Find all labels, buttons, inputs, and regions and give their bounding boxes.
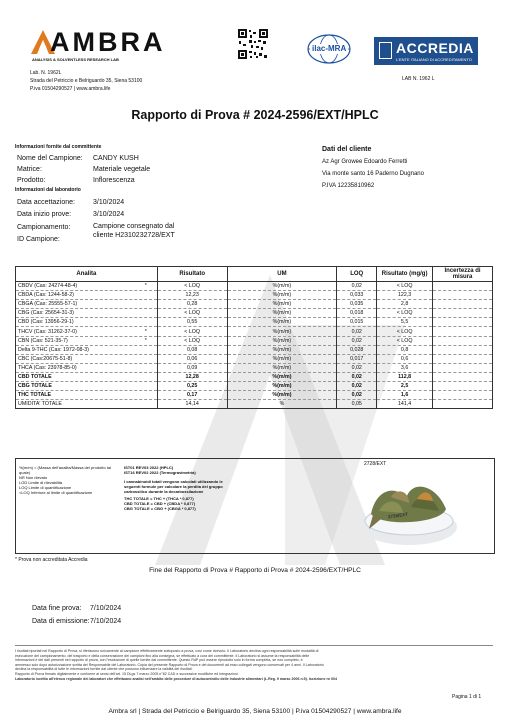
cell-uncertainty xyxy=(433,345,493,354)
analyte-name: CBD (Cas: 13956-29-1) xyxy=(18,319,74,326)
method-line: IST01 REV03 2022 (HPLC) xyxy=(124,465,174,470)
analyte-name: CBG (Cas: 25654-31-3) xyxy=(18,310,74,317)
issue-date-label: Data di emissione: xyxy=(32,618,90,625)
acceptance-value: 3/10/2024 xyxy=(93,199,125,206)
accredia-lab-number: LAB N. 1962 L xyxy=(402,76,435,82)
cell-um: %(m/m) xyxy=(227,382,337,391)
cell-analyte xyxy=(16,282,158,291)
fine-print-line: declina la responsabilità di tutte le informazioni fornite dal cliente che possono influenzare la validità dei risultati. xyxy=(15,667,193,672)
analyte-name: CBG TOTALE xyxy=(18,383,52,390)
cell-loq: 0,033 xyxy=(337,291,377,300)
cell-analyte xyxy=(16,327,158,336)
col-header-result: Risultato xyxy=(157,267,227,282)
results-table xyxy=(15,266,493,409)
bottom-footer: Ambra srl | Strada del Petriccio e Belriguardo 35, Siena 53100 | P.iva 01504290527 | www.ambra.life xyxy=(108,708,402,715)
sample-id-label: ID Campione: xyxy=(17,236,60,243)
table-row xyxy=(16,382,493,391)
cell-uncertainty xyxy=(433,309,493,318)
cell-analyte xyxy=(16,363,158,372)
table-row xyxy=(16,354,493,363)
cell-um: %(m/m) xyxy=(227,318,337,327)
cell-result: 0,06 xyxy=(157,354,227,363)
cell-result-mg: 141,4 xyxy=(377,400,433,409)
cell-um: %(m/m) xyxy=(227,291,337,300)
non-accredited-mark: * xyxy=(144,328,147,335)
cell-uncertainty xyxy=(433,391,493,400)
ambra-logo xyxy=(30,27,166,67)
analyte-name: CBN (Cas: 521-35-7) xyxy=(18,337,68,344)
end-date-value: 7/10/2024 xyxy=(90,605,122,612)
cell-uncertainty xyxy=(433,327,493,336)
product-label: Prodotto: xyxy=(17,177,46,184)
cell-result: 14,14 xyxy=(157,400,227,409)
analyte-name: THCV (Cas: 31262-37-0) xyxy=(18,328,77,335)
matrix-value: Materiale vegetale xyxy=(93,166,151,173)
cell-uncertainty xyxy=(433,382,493,391)
table-row xyxy=(16,372,493,381)
cell-uncertainty xyxy=(433,354,493,363)
legend-line: %(m/m) = (Massa dell'analita/Massa del prodotto tal quale) xyxy=(19,465,112,475)
cell-result: < LOQ xyxy=(157,309,227,318)
notes-box xyxy=(15,458,495,554)
sampling-value: Campione consegnato dal xyxy=(93,223,175,230)
product-value: Inflorescenza xyxy=(93,177,135,184)
formula-line: CBD TOTALE = CBD + (CBDA * 0,877) xyxy=(124,501,196,506)
cell-uncertainty xyxy=(433,291,493,300)
lab-address: Strada del Petriccio e Belriguardo 35, Siena 53100 xyxy=(30,78,143,84)
fine-print-line: informazioni e dei dati presenti nel rapporto di prova, con l'esclusione di quelle fornite dal committente. Questo RdP può essere riprodotto solo in forma completa, se non completo, è xyxy=(15,658,303,663)
cell-uncertainty xyxy=(433,336,493,345)
accredia-text: ACCREDIA xyxy=(396,40,474,56)
cell-um: %(m/m) xyxy=(227,345,337,354)
end-date-label: Data fine prova: xyxy=(32,605,82,612)
table-row xyxy=(16,318,493,327)
cell-loq: 0,02 xyxy=(337,382,377,391)
table-row xyxy=(16,291,493,300)
cell-result: < LOQ xyxy=(157,327,227,336)
col-header-result-mg: Risultato (mg/g) xyxy=(377,267,433,282)
cell-loq: 0,02 xyxy=(337,327,377,336)
cell-analyte xyxy=(16,354,158,363)
table-row xyxy=(16,345,493,354)
cell-loq: 0,015 xyxy=(337,318,377,327)
cell-result: 0,25 xyxy=(157,382,227,391)
cell-loq: 0,035 xyxy=(337,300,377,309)
cell-loq: 0,05 xyxy=(337,400,377,409)
lab-info-title: Informazioni dal laboratorio xyxy=(15,187,81,193)
ilac-text: ilac-MRA xyxy=(312,44,347,53)
fine-print-line: esecuzione del campionamento, del trasporto e della conservazione dei campioni fino alla consegna, se effettuato a cura del committente. Il Laboratorio si assume la responsabilità delle xyxy=(15,653,310,658)
sample-name-label: Nome del Campione: xyxy=(17,155,83,162)
cell-result: 0,55 xyxy=(157,318,227,327)
cell-um: %(m/m) xyxy=(227,391,337,400)
table-row xyxy=(16,309,493,318)
sample-photo xyxy=(351,469,463,549)
cell-result-mg: 0,6 xyxy=(377,354,433,363)
cell-result-mg: < LOQ xyxy=(377,309,433,318)
photo-label: 2728/EXT xyxy=(364,461,387,467)
cell-uncertainty xyxy=(433,318,493,327)
cell-um: %(m/m) xyxy=(227,336,337,345)
accredia-subtitle: L'ENTE ITALIANO DI ACCREDITAMENTO xyxy=(396,57,472,62)
lab-number: Lab. N. 1962L xyxy=(30,70,62,76)
analyte-name: CBD TOTALE xyxy=(18,373,52,380)
acceptance-label: Data accettazione: xyxy=(17,199,75,206)
cell-um: %(m/m) xyxy=(227,309,337,318)
table-row xyxy=(16,336,493,345)
cell-result-mg: 2,5 xyxy=(377,382,433,391)
cell-analyte xyxy=(16,400,158,409)
end-of-report: Fine del Rapporto di Prova # Rapporto di Prova # 2024-2596/EXT/HPLC xyxy=(149,567,361,574)
cell-loq: 0,017 xyxy=(337,354,377,363)
cell-loq: 0,018 xyxy=(337,309,377,318)
cell-result: 12,23 xyxy=(157,291,227,300)
cell-analyte xyxy=(16,391,158,400)
customer-title: Dati del cliente xyxy=(322,146,372,153)
cell-result-mg: 112,8 xyxy=(377,372,433,381)
analyte-name: CBGA (Cas: 25555-57-1) xyxy=(18,301,78,308)
analyte-name: Delta 9-THC (Cas: 1972-08-3) xyxy=(18,346,89,353)
cell-loq: 0,02 xyxy=(337,282,377,291)
method-line: IST16 REV02 2022 (Termogravimetria) xyxy=(124,470,196,475)
sampling-label: Campionamento: xyxy=(17,224,71,231)
cell-uncertainty xyxy=(433,363,493,372)
cell-result-mg: 2,8 xyxy=(377,300,433,309)
cell-loq: 0,02 xyxy=(337,363,377,372)
fine-print xyxy=(15,645,493,683)
cell-result: 0,28 xyxy=(157,300,227,309)
cell-analyte xyxy=(16,309,158,318)
ilac-mra-logo xyxy=(306,33,352,67)
legend-line: <LOQ Inferiore al limite di quantificazione xyxy=(19,490,93,495)
cell-result-mg: 1,6 xyxy=(377,391,433,400)
col-header-uncertainty: Incertezza di misura xyxy=(433,267,493,282)
formula-line: THC TOTALE = THC + (THCA * 0,877) xyxy=(124,496,194,501)
cell-um: %(m/m) xyxy=(227,300,337,309)
fine-print-line: ammesso solo dopo autorizzazione scritta del Responsabile del Laboratorio. Copia del presente Rapporto di Prova e dei documenti ad esso collegati vengono conservati per 4 anni. Il Laboratorio xyxy=(15,662,324,667)
col-header-analyte: Analita xyxy=(16,267,158,282)
jar-label: 2728/EXT xyxy=(387,511,409,520)
cell-loq: 0,02 xyxy=(337,391,377,400)
table-row xyxy=(16,300,493,309)
cell-um: %(m/m) xyxy=(227,327,337,336)
cell-result-mg: < LOQ xyxy=(377,282,433,291)
cell-loq: 0,02 xyxy=(337,336,377,345)
analyte-name: CBDA (Cas: 1244-58-2) xyxy=(18,292,74,299)
qr-code xyxy=(237,28,269,60)
report-title: Rapporto di Prova # 2024-2596/EXT/HPLC xyxy=(131,108,379,122)
cell-analyte xyxy=(16,300,158,309)
customer-name: Az Agr Growee Edoardo Ferretti xyxy=(322,159,408,165)
analyte-name: THC TOTALE xyxy=(18,392,52,399)
table-row xyxy=(16,363,493,372)
cell-uncertainty xyxy=(433,372,493,381)
legend-line: NR Non rilevato xyxy=(19,475,48,480)
customer-vat: P.IVA 12235810962 xyxy=(322,183,375,189)
col-header-loq: LOQ xyxy=(337,267,377,282)
formula-line: CBG TOTALE = CBG + (CBGA * 0,877) xyxy=(124,506,196,511)
cell-analyte xyxy=(16,291,158,300)
cell-analyte xyxy=(16,345,158,354)
cell-analyte xyxy=(16,336,158,345)
cell-uncertainty xyxy=(433,282,493,291)
table-row xyxy=(16,400,493,409)
sample-id-value: cliente H2310232728/EXT xyxy=(93,232,175,239)
analyte-name: THCA (Cas: 23978-85-0) xyxy=(18,364,77,371)
legend-line: LOQ Limite di quantificazione xyxy=(19,485,72,490)
cell-result: 0,09 xyxy=(157,363,227,372)
cell-analyte xyxy=(16,318,158,327)
table-header-row xyxy=(16,267,493,282)
analyte-name: CBC (Cas:20675-51-8) xyxy=(18,355,73,362)
non-accredited-mark: * xyxy=(144,337,147,344)
analyte-name: CBDV (Cas: 24274-48-4) xyxy=(18,283,78,290)
cell-result-mg: < LOQ xyxy=(377,327,433,336)
cell-loq: 0,028 xyxy=(337,345,377,354)
matrix-label: Matrice: xyxy=(17,166,42,173)
cell-result-mg: 3,6 xyxy=(377,363,433,372)
cell-um: %(m/m) xyxy=(227,363,337,372)
accredia-emblem-icon xyxy=(379,42,392,59)
cell-um: %(m/m) xyxy=(227,354,337,363)
customer-address: Via monte santo 16 Paderno Dugnano xyxy=(322,171,424,177)
accreditation-note: * Prova non accreditata Accredia xyxy=(15,557,88,563)
cell-um: % xyxy=(227,400,337,409)
accredia-logo xyxy=(374,37,478,65)
non-accredited-mark: * xyxy=(144,283,147,290)
page-number: Pagina 1 di 1 xyxy=(452,694,482,700)
cell-loq: 0,02 xyxy=(337,372,377,381)
logo-text: AMBRA xyxy=(50,27,166,57)
sample-name-value: CANDY KUSH xyxy=(93,155,139,162)
table-row xyxy=(16,391,493,400)
cell-analyte xyxy=(16,372,158,381)
cell-um: %(m/m) xyxy=(227,372,337,381)
cell-result: < LOQ xyxy=(157,336,227,345)
cell-um: %(m/m) xyxy=(227,282,337,291)
cell-result-mg: < LOQ xyxy=(377,336,433,345)
cell-result: 12,28 xyxy=(157,372,227,381)
cell-result-mg: 0,8 xyxy=(377,345,433,354)
cell-uncertainty xyxy=(433,300,493,309)
table-row xyxy=(16,327,493,336)
fine-print-line: Rapporto di Prova firmato digitalmente e conforme al sensi dell'art. 15 DLgs 7 marzo 2005 n°82 CAD e successive modifiche ed integrazioni. xyxy=(15,671,239,676)
lab-vat-web: P.iva 01504290527 | www.ambra.life xyxy=(30,86,111,92)
cell-uncertainty xyxy=(433,400,493,409)
formula-intro: I cannabinoidi totali vengono calcolati utilizzando le seguenti formule per calcolare la perdita del gruppo carbossilico durante la decarbossilazione xyxy=(124,479,223,494)
cell-result: 0,17 xyxy=(157,391,227,400)
cell-result: < LOQ xyxy=(157,282,227,291)
cell-result-mg: 5,5 xyxy=(377,318,433,327)
method-block xyxy=(124,465,234,511)
cell-analyte xyxy=(16,382,158,391)
analyte-name: UMIDITA' TOTALE xyxy=(18,401,62,408)
logo-subtitle: ANALYSIS & SOLVENTLESS RESEARCH LAB xyxy=(32,57,119,62)
cell-result: 0,08 xyxy=(157,345,227,354)
legend-list xyxy=(19,465,117,495)
legend-line: LOD Limite di rilevabilità xyxy=(19,480,63,485)
client-info-title: Informazioni fornite dal committente xyxy=(15,144,102,150)
issue-date-value: 7/10/2024 xyxy=(90,618,122,625)
start-value: 3/10/2024 xyxy=(93,211,125,218)
table-row xyxy=(16,282,493,291)
col-header-um: UM xyxy=(227,267,337,282)
cell-result-mg: 122,3 xyxy=(377,291,433,300)
start-label: Data inizio prove: xyxy=(17,211,72,218)
fine-print-line: I risultati riportati nel Rapporto di Prova, si riferiscono unicamente al campione effettivamente sottoposto a prova, così come ricevuto. Il Laboratorio declina ogni responsabilità sulle modalità di xyxy=(15,649,319,653)
fine-print-line: Laboratorio iscritto all'elenco regionale dei laboratori che effettuano analisi nell'ambito delle procedure di autocontrollo delle industrie alimentari (L.Reg. 9 marzo 2006 n.9). Iscrizione nr 004 xyxy=(15,676,338,681)
